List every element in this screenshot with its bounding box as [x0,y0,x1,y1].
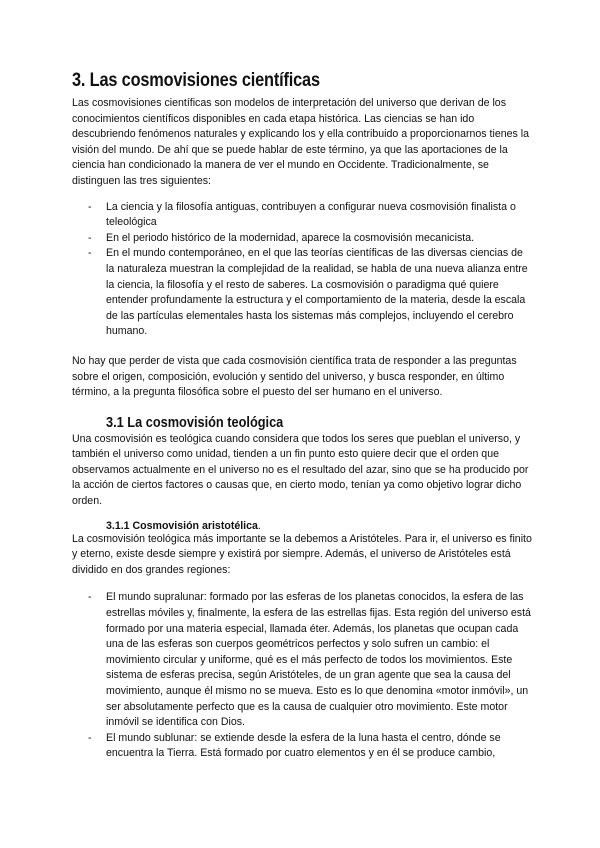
list-item: - El mundo sublunar: se extiende desde la esfera de la luna hasta el centro, dónde se encuentra la Tierra. Está formado por cuatro elementos y en él se produce cambio, [72,731,532,762]
subsubsection-title-period: . [257,519,261,532]
regions-list [72,590,532,762]
subsection-title: 3.1 La cosmovisión teológica [106,414,284,431]
section-intro-paragraph: Las cosmovisiones científicas son modelos de interpretación del universo que derivan de los conocimientos científicos disponibles en cada etapa histórica. Las ciencias se han ido descubriendo fenómenos naturales y explicando los y ella contribuido a proporcionarnos tienes la visión del mundo. De ahí que se puede hablar de este término, ya que las aportaciones de la ciencia han condicionado la manera de ver el mundo en Occidente. Tradicionalmente, se distinguen las tres siguientes: [72,97,529,187]
section-title: 3. Las cosmovisiones científicas [72,70,320,91]
subsubsection-paragraph: La cosmovisión teológica más importante se la debemos a Aristóteles. Para ir, el universo es finito y eterno, existe desde siempre y existirá por siempre. Además, el universo de Aristóteles está dividido en dos grandes regiones: [72,532,532,576]
list-item: - En el periodo histórico de la modernidad, aparece la cosmovisión mecanicista. [72,231,532,247]
subsubsection-title-text: 3.1.1 Cosmovisión aristotélica [106,519,258,532]
subsubsection-title [106,520,532,532]
list-item: - En el mundo contemporáneo, en el que las teorías científicas de las diversas ciencias de la naturaleza muestran la complejidad de la realidad, se habla de una nueva alianza entre la ciencia, la filosofía y el resto de saberes. La cosmovisión o paradigma qué quiere entender profundamente la estructura y el comportamiento de la materia, desde la escala de las partículas elementales hasta los sistemas más complejos, incluyendo el cerebro humano. [72,246,532,340]
subsection-paragraph: Una cosmovisión es teológica cuando considera que todos los seres que pueblan el universo, y también el universo como unidad, tienden a un fin punto esto quiere decir que el orden que observamos actualmente en el universo no es el resultado del azar, sino que se ha producido por la acción de ciertos factores o causas que, en cierto modo, tenían ya como objetivo lograr dicho orden. [72,432,529,508]
cosmovision-list [72,200,532,340]
list-item: - La ciencia y la filosofía antiguas, contribuyen a configurar nueva cosmovisión finalista o teleológica [72,200,532,231]
document-page [72,70,532,770]
list-item: - El mundo supralunar: formado por las esferas de los planetas conocidos, la esfera de las estrellas móviles y, finalmente, la esfera de las estrellas fijas. Esta región del universo está formado por una materia especial, llamada éter. Además, los planetas que ocupan cada una de las esferas son cuerpos geométricos perfectos y solo sufren un cambio: el movimiento circular y uniforme, qué es el más perfecto de todos los movimientos. Este sistema de esferas precisa, según Aristóteles, de un gran agente que sea la causa del movimiento, aunque él mismo no se mueva. Esto es lo que denomina «motor inmóvil», un ser absolutamente perfecto que es la causa de cualquier otro movimiento. Este motor inmóvil se identifica con Dios. [72,590,532,730]
section-closing-paragraph: No hay que perder de vista que cada cosmovisión científica trata de responder a las preguntas sobre el origen, composición, evolución y sentido del universo, y busca responder, en último término, a la pregunta filosófica sobre el puesto del ser humano en el universo. [72,354,517,399]
